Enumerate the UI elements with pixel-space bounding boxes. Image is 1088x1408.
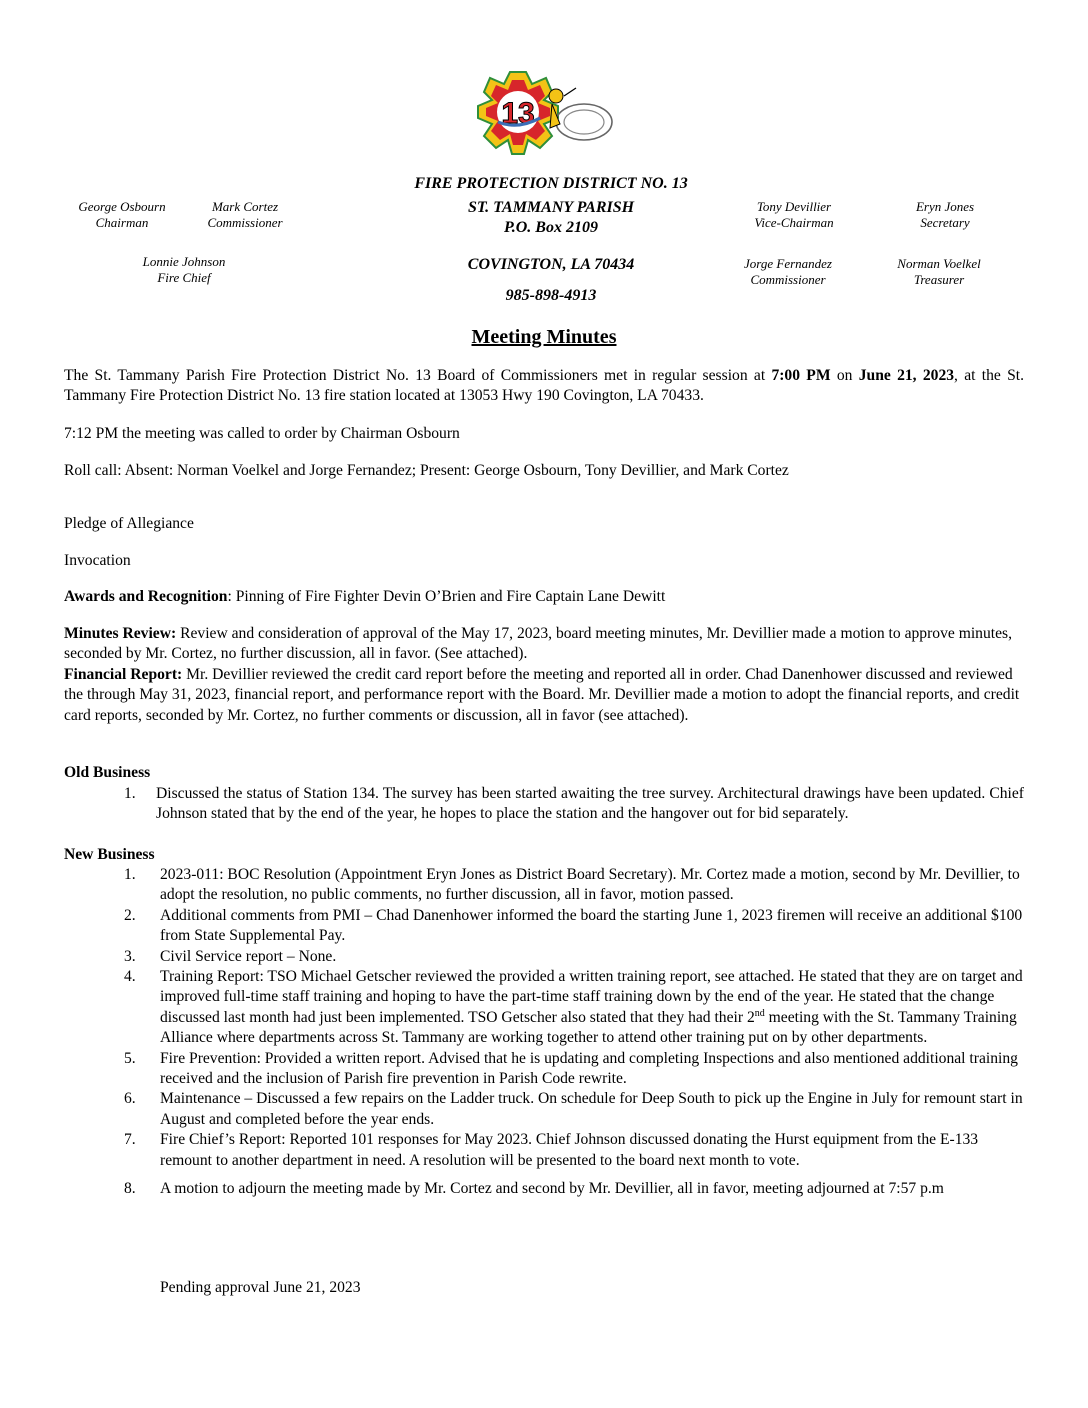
logo-number: 13: [501, 97, 535, 130]
officer-chairman: [62, 199, 182, 231]
financial-report: Financial Report: Mr. Devillier reviewed the credit card report before the meeting and reported all in order. Chad Danenhower discussed and reviewed the through May 31, 2023, financial report, and performance report with the Board. Mr. Devillier made a motion to adopt the financial reports, and credit card reports, seconded by Mr. Cortez, no further comments or discussion, all in favor (see attached).: [64, 666, 1020, 724]
pledge: Pledge of Allegiance: [64, 515, 194, 532]
city-line: COVINGTON, LA 70434: [467, 256, 635, 273]
list-item: 6. Maintenance – Discussed a few repairs on the Ladder truck. On schedule for Deep South to pick up the Engine in July for remount start in August and completed before the year ends.: [124, 1090, 1023, 1128]
call-to-order: 7:12 PM the meeting was called to order by Chairman Osbourn: [64, 425, 460, 442]
officer-name: Eryn Jones: [915, 199, 975, 214]
pending-approval: Pending approval June 21, 2023: [160, 1279, 361, 1296]
org-line-2: ST. TAMMANY PARISH: [467, 199, 635, 216]
org-line-1: FIRE PROTECTION DISTRICT NO. 13: [414, 175, 688, 192]
awards-recognition: Awards and Recognition: Pinning of Fire Fighter Devin O’Brien and Fire Captain Lane Dewitt: [64, 588, 666, 605]
invocation: Invocation: [64, 552, 131, 569]
officer-role: Commissioner: [750, 272, 826, 287]
po-box: P.O. Box 2109: [504, 219, 598, 236]
officer-treasurer: [880, 256, 998, 288]
fire-district-logo: [472, 66, 618, 158]
new-business-list: [120, 865, 1024, 1200]
list-item: 1. 2023-011: BOC Resolution (Appointment Eryn Jones as District Board Secretary). Mr. Cortez made a motion, second by Mr. Devillier, to adopt the resolution, no public comments, no further discussion, all in favor, motion passed.: [124, 866, 1020, 904]
list-item: 3. Civil Service report – None.: [124, 947, 337, 965]
list-item: 7. Fire Chief’s Report: Reported 101 responses for May 2023. Chief Johnson discussed donating the Hurst equipment from the E-133 remount to another department in need. A resolution will be presented to the board next month to vote.: [124, 1131, 979, 1169]
officer-vice-chairman: [730, 199, 858, 231]
officer-name: Mark Cortez: [211, 199, 279, 214]
officer-fire-chief: [120, 254, 248, 286]
officer-role: Fire Chief: [157, 270, 211, 285]
officer-role: Treasurer: [913, 272, 965, 287]
old-business-list: [120, 784, 1024, 825]
maltese-cross-icon: [478, 72, 558, 154]
officer-name: Tony Devillier: [756, 199, 832, 214]
officer-role: Secretary: [920, 215, 970, 230]
new-business-heading: New Business: [64, 846, 155, 863]
old-business-heading: Old Business: [64, 764, 151, 781]
mascot-icon: [549, 88, 612, 140]
phone-line: 985-898-4913: [505, 287, 597, 304]
list-item: 1. Discussed the status of Station 134. The survey has been started awaiting the tree survey. Architectural drawings have been updated. Chief Johnson stated that by the end of the year, he hopes to place the station and the hangover out for bid separately.: [124, 785, 1024, 823]
list-item: 2. Additional comments from PMI – Chad Danenhower informed the board the starting June 1, 2023 firemen will receive an additional $100 from State Supplemental Pay.: [124, 906, 1023, 945]
officer-role: Chairman: [95, 215, 149, 230]
intro-paragraph: The St. Tammany Parish Fire Protection District No. 13 Board of Commissioners met in regular session at 7:00 PM on June 21, 2023, at the St. Tammany Fire Protection District No. 13 fire station located at 13053 Hwy 190 Covington, LA 70433.: [64, 367, 1025, 405]
list-item: 8. A motion to adjourn the meeting made by Mr. Cortez and second by Mr. Devillier, all in favor, meeting adjourned at 7:57 p.m: [124, 1180, 944, 1198]
list-item: 4. Training Report: TSO Michael Getscher reviewed the provided a written training report, see attached. He stated that they are on target and improved full-time staff training and hoping to have the part-time staff training down by the end of the year. He stated that the change discussed last month had just been implemented. TSO Getscher also stated that they had their 2nd meeting with the St. Tammany Training Alliance where departments across St. Tammany are working together to attend other training put on by other departments.: [124, 968, 1023, 1047]
officer-role: Commissioner: [207, 215, 283, 230]
officer-name: Lonnie Johnson: [142, 254, 226, 269]
officer-role: Vice-Chairman: [754, 215, 834, 230]
roll-call: Roll call: Absent: Norman Voelkel and Jorge Fernandez; Present: George Osbourn, Tony Devillier, and Mark Cortez: [64, 462, 789, 479]
officer-name: Norman Voelkel: [897, 256, 981, 271]
list-item: 5. Fire Prevention: Provided a written report. Advised that he is updating and completing Inspections and also mentioned additional training received and the inclusion of Parish fire prevention in Parish Code rewrite.: [124, 1049, 1018, 1088]
officer-secretary: [890, 199, 1000, 231]
officer-commissioner: [186, 199, 304, 231]
page-title: Meeting Minutes: [471, 326, 617, 348]
minutes-review: Minutes Review: Review and consideration of approval of the May 17, 2023, board meeting minutes, Mr. Devillier made a motion to approve minutes, seconded by Mr. Cortez, no further discussion, all in favor. (See attached).: [64, 625, 1012, 663]
officer-commissioner-2: [726, 256, 850, 288]
officer-name: Jorge Fernandez: [744, 256, 832, 271]
officer-name: George Osbourn: [78, 199, 166, 214]
